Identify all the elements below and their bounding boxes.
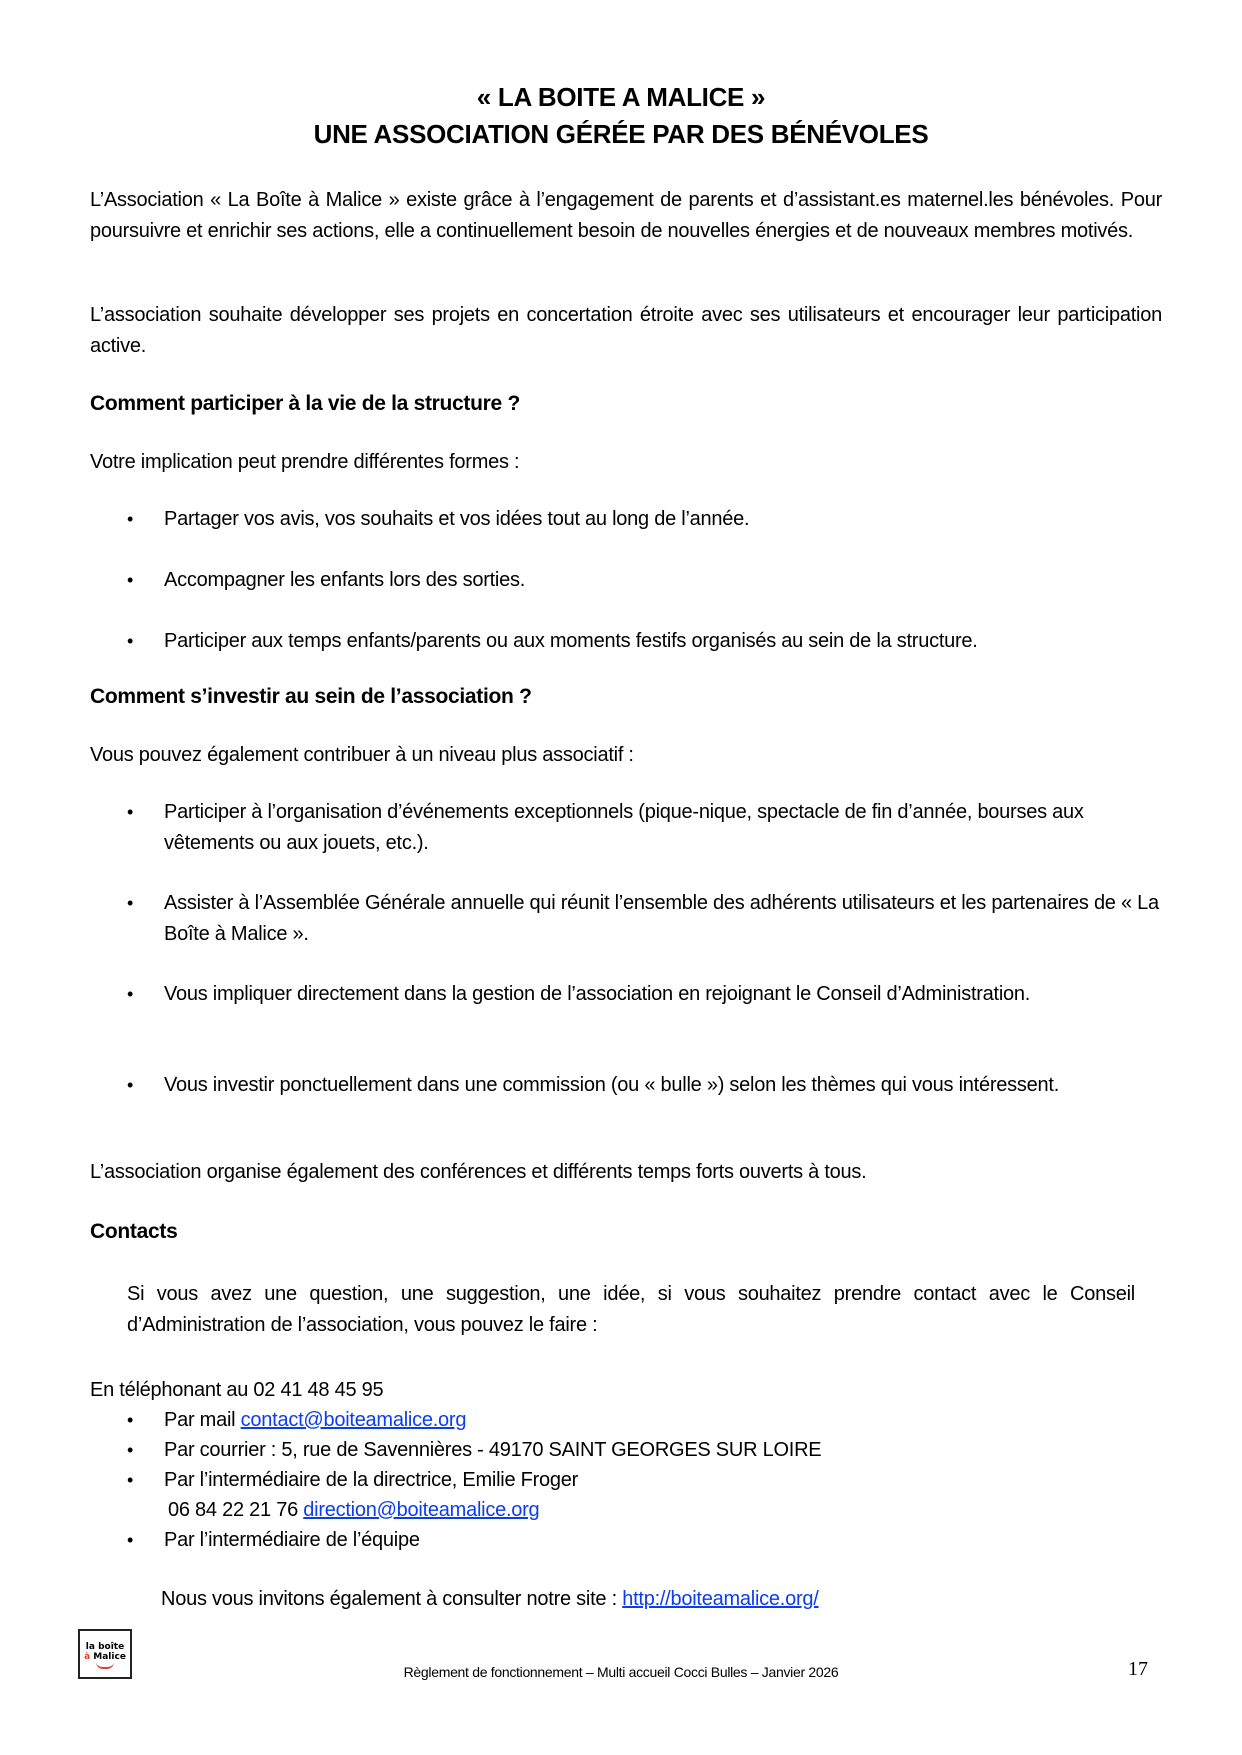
footer-text: Règlement de fonctionnement – Multi accueil Cocci Bulles – Janvier 2026 <box>403 1664 839 1680</box>
intro-paragraph-1: L’Association « La Boîte à Malice » existe grâce à l’engagement de parents et d’assistant.es maternel.les bénévoles. Pour poursuivre et enrichir ses actions, elle a continuellement besoin de nouvelles énergies et de nouveaux membres motivés. <box>90 189 1162 242</box>
bullet-icon: • <box>127 1440 134 1460</box>
contact-courrier-text: Par courrier : 5, rue de Savennières - 49170 SAINT GEORGES SUR LOIRE <box>164 1439 822 1461</box>
page-number: 17 <box>1128 1658 1148 1680</box>
logo-line2: Malice <box>93 1652 126 1662</box>
bullet-icon: • <box>127 1075 134 1095</box>
list-item-text: Vous investir ponctuellement dans une commission (ou « bulle ») selon les thèmes qui vous intéressent. <box>164 1074 1059 1096</box>
bullet-icon: • <box>127 570 134 590</box>
intro-paragraph-2: L’association souhaite développer ses projets en concertation étroite avec ses utilisateurs et encourager leur participation active. <box>90 304 1162 357</box>
list-item-text: Accompagner les enfants lors des sorties. <box>164 569 526 591</box>
directrice-mail-link[interactable]: direction@boiteamalice.org <box>303 1499 540 1521</box>
contacts-phone: En téléphonant au 02 41 48 45 95 <box>90 1379 384 1401</box>
section2-closing: L’association organise également des conférences et différents temps forts ouverts à tous. <box>90 1161 867 1183</box>
logo-line1: la boîte <box>85 1642 125 1652</box>
page-title-line2: UNE ASSOCIATION GÉRÉE PAR DES BÉNÉVOLES <box>313 119 929 149</box>
section2-heading: Comment s’investir au sein de l’association ? <box>90 685 532 708</box>
website-label: Nous vous invitons également à consulter notre site : <box>161 1588 623 1610</box>
list-item-text: Vous impliquer directement dans la gestion de l’association en rejoignant le Conseil d’Administration. <box>164 983 1031 1005</box>
contacts-intro: Si vous avez une question, une suggestion, une idée, si vous souhaitez prendre contact avec le Conseil d’Administration de l’association, vous pouvez le faire : <box>127 1283 1135 1336</box>
bullet-icon: • <box>127 509 134 529</box>
section2-lead: Vous pouvez également contribuer à un niveau plus associatif : <box>90 744 634 766</box>
list-item-text: Participer aux temps enfants/parents ou aux moments festifs organisés au sein de la structure. <box>164 630 978 652</box>
contacts-heading: Contacts <box>90 1220 178 1243</box>
bullet-icon: • <box>127 1410 134 1430</box>
bullet-icon: • <box>127 631 134 651</box>
list-item-text: Participer à l’organisation d’événements exceptionnels (pique-nique, spectacle de fin d’année, bourses aux vêtements ou aux jouets, etc.). <box>164 801 1084 854</box>
website-link[interactable]: http://boiteamalice.org/ <box>622 1588 819 1610</box>
bullet-icon: • <box>127 984 134 1004</box>
bullet-icon: • <box>127 1530 134 1550</box>
bullet-icon: • <box>127 802 134 822</box>
section1-heading: Comment participer à la vie de la structure ? <box>90 392 520 415</box>
bullet-icon: • <box>127 893 134 913</box>
website-line <box>161 1584 1161 1615</box>
bullet-icon: • <box>127 1470 134 1490</box>
page-title-line1: « LA BOITE A MALICE » <box>476 82 766 112</box>
logo-accent: à <box>84 1652 91 1662</box>
list-item-text: Assister à l’Assemblée Générale annuelle qui réunit l’ensemble des adhérents utilisateurs et les partenaires de « La Boîte à Malice ». <box>164 892 1159 945</box>
contact-mail-link[interactable]: contact@boiteamalice.org <box>240 1409 467 1431</box>
directrice-phone: 06 84 22 21 76 <box>168 1499 304 1521</box>
contact-directrice-text: Par l’intermédiaire de la directrice, Emilie Froger <box>164 1469 579 1491</box>
contact-equipe-text: Par l’intermédiaire de l’équipe <box>164 1529 420 1551</box>
section1-lead: Votre implication peut prendre différentes formes : <box>90 451 520 473</box>
contact-mail-label: Par mail <box>164 1409 241 1431</box>
list-item-text: Partager vos avis, vos souhaits et vos idées tout au long de l’année. <box>164 508 750 530</box>
